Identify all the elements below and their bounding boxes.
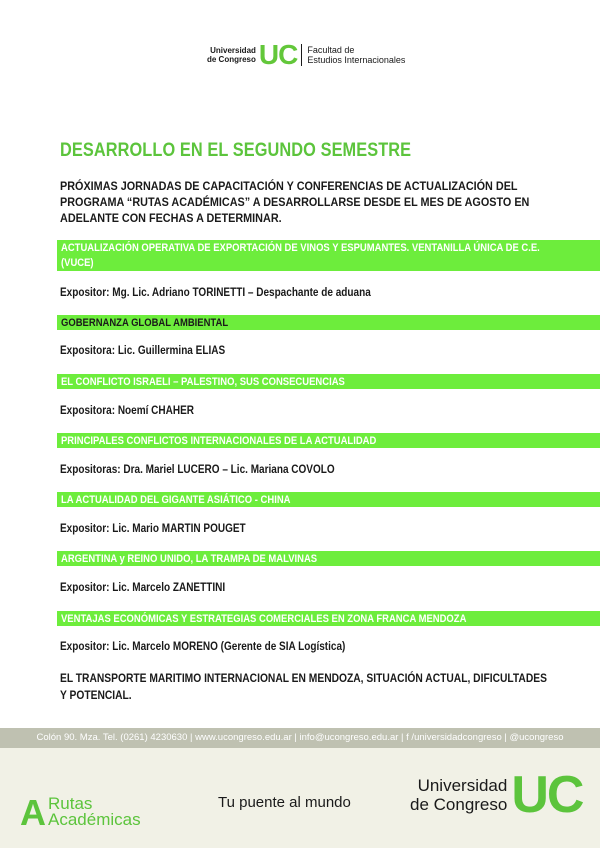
- speaker-5: Expositor: Lic. Mario MARTIN POUGET: [60, 523, 246, 535]
- speaker-6: Expositor: Lic. Marcelo ZANETTINI: [60, 582, 226, 594]
- rutas-a-mark: A: [20, 792, 46, 833]
- rutas-academicas-logo: [20, 792, 141, 833]
- header-faculty-line2: Estudios Internacionales: [307, 55, 406, 65]
- topic-title-2: GOBERNANZA GLOBAL AMBIENTAL: [61, 317, 229, 329]
- header-uc-logo: UC: [258, 39, 298, 70]
- university-line1: Universidad: [417, 776, 508, 795]
- topic-title-5: LA ACTUALIDAD DEL GIGANTE ASIÁTICO - CHINA: [61, 494, 291, 506]
- topic-title-1: ACTUALIZACIÓN OPERATIVA DE EXPORTACIÓN DE VINOS Y ESPUMANTES. VENTANILLA ÚNICA DE C.E. (VUCE): [61, 242, 540, 269]
- topic-title-4: PRINCIPALES CONFLICTOS INTERNACIONALES DE LA ACTUALIDAD: [61, 435, 377, 447]
- rutas-line2: Académicas: [48, 810, 141, 829]
- topic-bar-6: [57, 551, 600, 566]
- speaker-3: Expositora: Noemí CHAHER: [60, 405, 194, 417]
- speaker-2: Expositora: Lic. Guillermina ELIAS: [60, 345, 226, 357]
- uc-logo-large: UC: [511, 766, 583, 824]
- topic-title-7: VENTAJAS ECONÓMICAS Y ESTRATEGIAS COMERCIALES EN ZONA FRANCA MENDOZA: [61, 613, 467, 625]
- topic-bar-7: [57, 611, 600, 626]
- tagline: Tu puente al mundo: [218, 794, 351, 811]
- university-name-large: [410, 776, 507, 814]
- header-university-name: [207, 46, 256, 64]
- topic-title-3: EL CONFLICTO ISRAELI – PALESTINO, SUS CONSECUENCIAS: [61, 376, 345, 388]
- topic-bar-5: [57, 492, 600, 507]
- speaker-1: Expositor: Mg. Lic. Adriano TORINETTI – Despachante de aduana: [60, 287, 371, 299]
- rutas-academicas-text: [48, 796, 141, 828]
- topic-bar-1: [57, 240, 600, 271]
- topic-bar-2: [57, 315, 600, 330]
- speaker-4: Expositoras: Dra. Mariel LUCERO – Lic. Mariana COVOLO: [60, 464, 335, 476]
- topic-title-6: ARGENTINA y REINO UNIDO, LA TRAMPA DE MALVINAS: [61, 553, 318, 565]
- header-faculty-line1: Facultad de: [307, 45, 355, 55]
- header-logo: [207, 40, 405, 70]
- header-university-line2: de Congreso: [207, 55, 256, 64]
- contact-bar: Colón 90. Mza. Tel. (0261) 4230630 | www.ucongreso.edu.ar | info@ucongreso.edu.ar | f /universidadcongreso | @ucongreso: [0, 728, 600, 748]
- header-divider: [301, 44, 302, 66]
- university-line2: de Congreso: [410, 795, 508, 814]
- header-faculty-name: [307, 45, 405, 65]
- topic-bar-3: [57, 374, 600, 389]
- footer: [0, 748, 600, 848]
- page-title: DESARROLLO EN EL SEGUNDO SEMESTRE: [60, 140, 412, 161]
- university-logo-large: [410, 766, 583, 824]
- speaker-7: Expositor: Lic. Marcelo MORENO (Gerente de SIA Logística): [60, 641, 346, 653]
- closing-topic: EL TRANSPORTE MARITIMO INTERNACIONAL EN MENDOZA, SITUACIÓN ACTUAL, DIFICULTADES Y POTENCIAL.: [60, 671, 547, 702]
- rutas-line1: Rutas: [48, 794, 93, 813]
- header-university-line1: Universidad: [210, 46, 256, 55]
- topic-bar-4: [57, 433, 600, 448]
- intro-paragraph: PRÓXIMAS JORNADAS DE CAPACITACIÓN Y CONFERENCIAS DE ACTUALIZACIÓN DEL PROGRAMA “RUTAS ACADÉMICAS” A DESARROLLARSE DESDE EL MES DE AGOSTO EN ADELANTE CON FECHAS A DETERMINAR.: [60, 179, 530, 225]
